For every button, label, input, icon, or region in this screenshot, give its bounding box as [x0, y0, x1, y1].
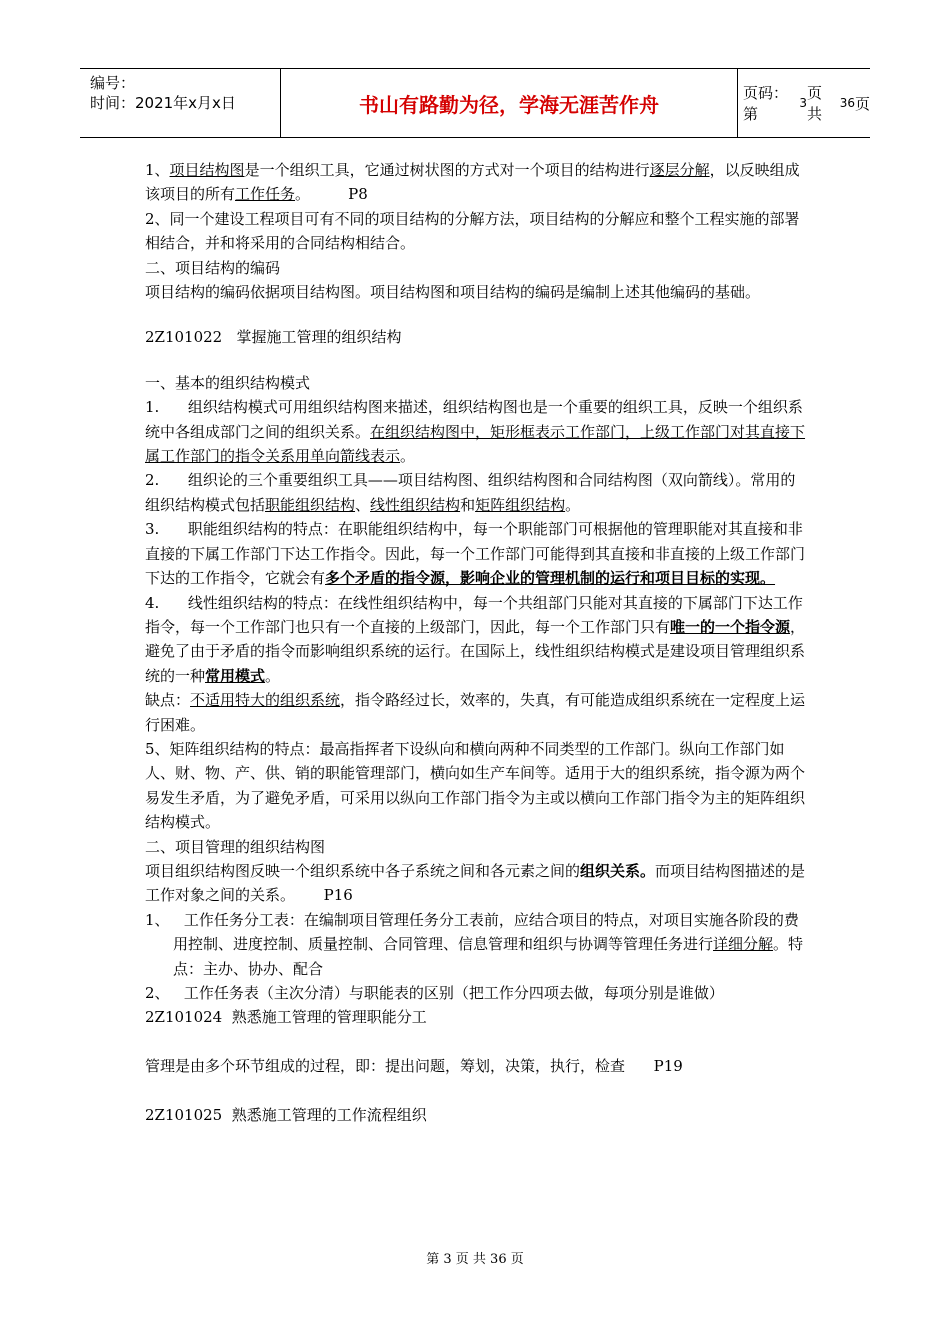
header-page-number — [737, 69, 870, 137]
text-bold: 组织关系。 — [580, 861, 656, 880]
paragraph-2: 2、同一个建设工程项目可有不同的项目结构的分解方法，项目结构的分解应和整个工程实施的部署相结合，并和将采用的合同结构相结合。 — [145, 209, 800, 253]
paragraph-6 — [145, 395, 810, 468]
text-bold-underlined: 唯一的一个指令源 — [670, 617, 791, 636]
text: 、 — [355, 495, 371, 514]
page-pre: 页码：第 — [743, 84, 789, 123]
text: 项目组织结构图反映一个组织系统中各子系统之间和各元素之间的 — [145, 861, 581, 880]
section-heading-2: 2Z101024 熟悉施工管理的管理职能分工 — [145, 1008, 427, 1027]
text: 。 — [565, 495, 581, 514]
page-num: 3 — [799, 96, 808, 110]
paragraph-11: 5、矩阵组织结构的特点：最高指挥者下设纵向和横向两种不同类型的工作部门。纵向工作部门如人、财、物、产、供、销的职能管理部门，横向如生产车间等。适用于大的组织系统，指令源为两个易发生矛盾，为了避免矛盾，可采用以纵向工作部门指令为主或以横向工作部门指令为主的矩阵组织结构模式。 — [145, 739, 806, 832]
text-underlined: 详细分解 — [713, 935, 774, 954]
term-underlined: 工作任务 — [235, 185, 296, 204]
header-info-cell — [80, 69, 280, 137]
text-underlined: 在组织结构图中，矩形框表示工作部门，上级工作部门对其直接下属工作部门的指令关系用单向箭线表示 — [145, 422, 806, 466]
paragraph-8 — [145, 517, 810, 590]
paragraph-15: 2、 工作任务表（主次分清）与职能表的区别（把工作分四项去做，每项分别是谁做） — [145, 984, 724, 1002]
page-post: 页 — [854, 94, 870, 113]
code-label: 编号： — [90, 74, 136, 92]
page-total: 36 — [839, 96, 855, 110]
paragraph-16: 管理是由多个环节组成的过程，即：提出问题，筹划，决策，执行，检查 P19 — [145, 1057, 683, 1076]
text: 缺点： — [145, 691, 191, 710]
text: 和 — [460, 495, 476, 514]
paragraph-12: 二、项目管理的组织结构图 — [145, 837, 326, 856]
header-motto: 书山有路勤为径，学海无涯苦作舟 — [280, 69, 738, 137]
text: 1. 组织结构模式可用组织结构图来描述，组织结构图也是一个重要的组织工具，反映一个组织系统中各组成部门之间的组织关系。 — [145, 398, 803, 441]
term-underlined: 线性组织结构 — [370, 495, 461, 514]
term-underlined: 逐层分解 — [649, 161, 710, 179]
section-heading-3: 2Z101025 熟悉施工管理的工作流程组织 — [145, 1106, 427, 1124]
text: ，以反映组成该项目的所有 — [145, 161, 800, 204]
text: 4. 线性组织结构的特点：在线性组织结构中，每一个共组部门只能对其直接的下属部门下达工作指令，每一个工作部门也只有一个直接的上级部门，因此，每一个工作部门只有 — [145, 593, 803, 636]
term-underlined: 项目结构图 — [169, 161, 245, 179]
paragraph-4: 项目结构的编码依据项目结构图。项目结构图和项目结构的编码是编制上述其他编码的基础。 — [145, 283, 761, 302]
text-underlined: 不适用特大的组织系统 — [190, 691, 341, 710]
paragraph-13 — [145, 859, 810, 908]
document-body — [145, 158, 810, 1127]
text: ，避免了由于矛盾的指令而影响组织系统的运行。在国际上，线性组织结构模式是建设项目管理组织系统的一种 — [145, 617, 806, 685]
text: 。特点：主办、协办、配合 — [173, 935, 804, 978]
text: 。 — [400, 447, 416, 466]
text: 1、 工作任务分工表：在编制项目管理任务分工表前，应结合项目的特点，对项目实施各阶段的费用控制、进度控制、质量控制、合同管理、信息管理和组织与协调等管理任务进行 — [145, 910, 799, 954]
text-bold-underlined: 多个矛盾的指令源，影响企业的管理机制的运行和项目目标的实现。 — [325, 569, 776, 588]
time-label: 时间：2021年x月x日 — [90, 94, 236, 112]
paragraph-10 — [145, 688, 810, 737]
term-underlined: 矩阵组织结构 — [475, 495, 566, 514]
header-table — [80, 68, 870, 138]
paragraph-5: 一、基本的组织结构模式 — [145, 373, 311, 392]
paragraph-7 — [145, 468, 810, 517]
term-underlined: 职能组织结构 — [265, 495, 356, 514]
paragraph-9 — [145, 591, 810, 689]
section-heading-1: 2Z101022 掌握施工管理的组织结构 — [145, 328, 402, 347]
text: 2. 组织论的三个重要组织工具——项目结构图、组织结构图和合同结构图（双向箭线）。常用的组织结构模式包括 — [145, 471, 796, 514]
text: 1、 — [145, 161, 170, 179]
text-bold-underlined: 常用模式 — [205, 666, 266, 685]
page-mid: 页 共 — [807, 84, 823, 123]
text: 而项目结构图描述的是工作对象之间的关系。 P16 — [145, 861, 806, 905]
text: 是一个组织工具，它通过树状图的方式对一个项目的结构进行 — [244, 161, 650, 179]
text: 3. 职能组织结构的特点：在职能组织结构中，每一个职能部门可根据他的管理职能对其直接和非直接的下属工作部门下达工作指令。因此，每一个工作部门可能得到其直接和非直接的上级工作部门下达的工作指令，它就会有 — [145, 520, 806, 588]
paragraph-1 — [145, 158, 810, 207]
page-footer: 第 3 页 共 36 页 — [426, 1252, 524, 1267]
text: 。 P8 — [295, 185, 368, 204]
text: ，指令路经过长，效率的，失真，有可能造成组织系统在一定程度上运行困难。 — [145, 691, 806, 734]
paragraph-3: 二、项目结构的编码 — [145, 258, 281, 277]
text: 。 — [265, 666, 281, 685]
paragraph-14 — [145, 908, 810, 981]
